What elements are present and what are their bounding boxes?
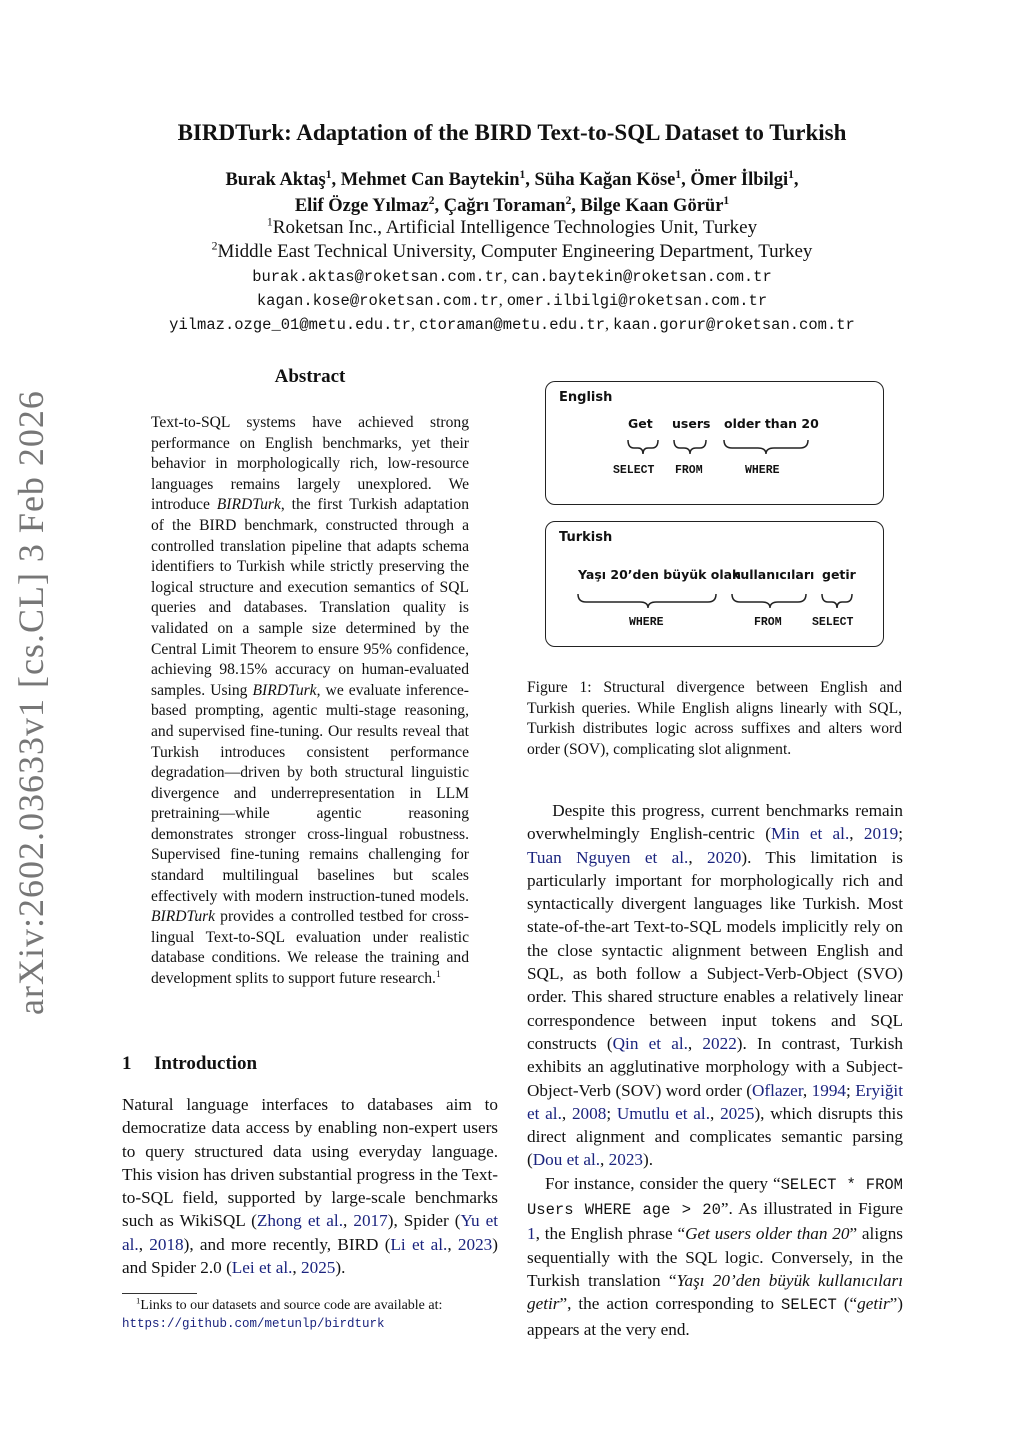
author-name: Çağrı Toraman bbox=[443, 196, 566, 216]
citation-link[interactable]: Lei et al. bbox=[231, 1258, 293, 1278]
brace bbox=[578, 594, 716, 608]
affiliation-mark: 1 bbox=[675, 168, 682, 181]
affiliation-mark: 1 bbox=[723, 194, 730, 207]
dataset-name: BIRDTurk bbox=[252, 681, 317, 699]
citation-link[interactable]: 1994 bbox=[811, 1080, 846, 1100]
figure-reference-link[interactable]: 1 bbox=[527, 1224, 536, 1244]
abstract-body bbox=[151, 413, 469, 990]
citation-link[interactable]: 2020 bbox=[706, 847, 742, 867]
footnote-mark: 1 bbox=[136, 1295, 141, 1306]
text: ; bbox=[846, 1080, 856, 1100]
affiliation-text: Middle East Technical University, Computer Engineering Department, Turkey bbox=[217, 241, 813, 262]
affiliation-mark: 2 bbox=[428, 194, 435, 207]
email[interactable]: ctoraman@metu.edu.tr bbox=[418, 316, 606, 334]
citation-link[interactable]: 2017 bbox=[353, 1211, 388, 1231]
repository-link[interactable]: https://github.com/metunlp/birdturk bbox=[122, 1317, 385, 1331]
footnote-text: Links to our datasets and source code are available at: bbox=[140, 1298, 443, 1313]
email[interactable]: kagan.kose@roketsan.com.tr bbox=[256, 292, 499, 310]
english-word: older than 20 bbox=[724, 416, 819, 431]
affiliation-mark: 1 bbox=[325, 168, 332, 181]
panel-label: English bbox=[559, 390, 613, 405]
citation-link[interactable]: Qin et al. bbox=[612, 1033, 688, 1053]
citation-link[interactable]: 2023 bbox=[457, 1234, 493, 1254]
sql-code: SELECT bbox=[781, 1296, 837, 1315]
brace bbox=[628, 440, 658, 454]
text: ”, the action corresponding to bbox=[559, 1294, 782, 1314]
text: provides a controlled testbed for cross-lingual Text-to-SQL evaluation under realistic database conditions. We release the training and development splits to support future research. bbox=[151, 908, 469, 988]
footnote-rule bbox=[122, 1293, 197, 1294]
example-phrase: Yaşı 20’den büyük kullanıcıları getir bbox=[527, 1270, 903, 1314]
citation-link[interactable]: 2019 bbox=[863, 824, 899, 844]
citation-link[interactable]: Oflazer bbox=[752, 1080, 803, 1100]
figure-english-panel bbox=[545, 381, 884, 505]
text: ). bbox=[643, 1150, 654, 1170]
separator: , bbox=[605, 316, 614, 333]
turkish-word: kullanıcıları bbox=[732, 567, 815, 582]
brace bbox=[732, 594, 806, 608]
author-list: Burak Aktaş$^1$, Mehmet Can Baytekin$^1$, Süha Kağan Köse$^1$, Ömer İlbilgi$^1$, Elif Özge Yılmaz$^2$, Çağrı Toraman$^2$, Bilge Kaan Görür$^1$ bbox=[225, 168, 799, 216]
author-name: Bilge Kaan Görür bbox=[580, 196, 724, 216]
author-name: Elif Özge Yılmaz bbox=[294, 196, 429, 216]
footnote-mark[interactable]: 1 bbox=[435, 968, 441, 980]
panel-label: Turkish bbox=[559, 530, 613, 545]
text: ), which disrupts this direct alignment and complicates semantic parsing ( bbox=[527, 1103, 904, 1170]
text: , the first Turkish adaptation of the BIRD benchmark, constructed through a controlled translation pipeline that adapts schema identifiers to Turkish while strictly preserving the logical structure and execution semantics of SQL queries and databases. Translation quality is validated on a sample size determined by the Central Limit Theorem to ensure 95% confidence, achieving 98.15% accuracy on human-evaluated samples. Using bbox=[151, 496, 469, 699]
paper-title: BIRDTurk: Adaptation of the BIRD Text-to-SQL Dataset to Turkish bbox=[177, 120, 847, 145]
alignment-braces bbox=[576, 592, 856, 614]
text: ” aligns sequentially with the SQL logic. Conversely, in the Turkish translation “ bbox=[527, 1224, 903, 1290]
email[interactable]: can.baytekin@roketsan.com.tr bbox=[511, 268, 772, 286]
author-name: Süha Kağan Köse bbox=[534, 170, 676, 190]
intro-paragraph: Natural language interfaces to databases aim to democratize data access by enabling non-expert users to query structured data using everyday language. This vision has driven substantial progress in the Text-to-SQL field, supported by large-scale benchmarks such as WikiSQL (Zhong et al., 2017), Spider (Yu et al., 2018), and more recently, BIRD (Li et al., 2023) and Spider 2.0 (Lei et al., 2025). bbox=[122, 1095, 499, 1278]
text: ). bbox=[335, 1258, 346, 1278]
citation-link[interactable]: Dou et al. bbox=[532, 1150, 601, 1170]
citation-link[interactable]: Yu et al. bbox=[122, 1211, 499, 1254]
figure-caption: Figure 1: Structural divergence between English and Turkish queries. While English aligns linearly with SQL, Turkish distributes logic across suffixes and alters word order (SOV), complicating slot alignment. bbox=[527, 679, 902, 758]
text: Natural language interfaces to databases aim to democratize data access by enabling non-expert users to query structured data using everyday language. This vision has driven substantial progress in the Text-to-SQL field, supported by large-scale benchmarks such as WikiSQL ( bbox=[122, 1095, 498, 1231]
affiliation-mark: 2 bbox=[565, 194, 572, 207]
text: ). In contrast, Turkish exhibits an agglutinative morphology with a Subject-Object-Verb (SOV) word order ( bbox=[527, 1033, 903, 1100]
citation-link[interactable]: 2008 bbox=[571, 1103, 607, 1123]
text: ; bbox=[898, 824, 903, 844]
text: Despite this progress, current benchmarks remain overwhelmingly English-centric ( bbox=[527, 801, 903, 844]
dataset-name: BIRDTurk bbox=[151, 908, 216, 926]
citation-link[interactable]: 2018 bbox=[149, 1234, 184, 1254]
separator: , bbox=[410, 316, 419, 333]
email-list bbox=[20, 265, 1004, 337]
citation-link[interactable]: 2022 bbox=[702, 1033, 737, 1053]
english-word: Get bbox=[628, 416, 653, 431]
figure-turkish-panel bbox=[545, 521, 884, 647]
right-column-text bbox=[527, 799, 903, 1341]
citation-link[interactable]: Eryiğit et al. bbox=[527, 1080, 903, 1123]
citation-link[interactable]: 2025 bbox=[720, 1103, 755, 1123]
example-phrase: getir bbox=[857, 1294, 890, 1314]
sql-keyword: FROM bbox=[675, 464, 703, 477]
brace bbox=[724, 440, 808, 454]
abstract-heading: Abstract bbox=[274, 366, 346, 387]
sql-keyword: SELECT bbox=[812, 616, 854, 629]
text: Text-to-SQL systems have achieved strong performance on English benchmarks, yet their behavior in morphologically rich, low-resource languages remains largely unexplored. We introduce bbox=[151, 414, 469, 514]
citation-link[interactable]: Min et al. bbox=[770, 824, 850, 844]
email[interactable]: omer.ilbilgi@roketsan.com.tr bbox=[506, 292, 768, 310]
sql-keyword: WHERE bbox=[745, 464, 780, 477]
section-title: Introduction bbox=[154, 1053, 258, 1074]
brace bbox=[822, 594, 852, 608]
email[interactable]: yilmaz.ozge_01@metu.edu.tr bbox=[169, 316, 411, 334]
author-name: Mehmet Can Baytekin bbox=[340, 170, 520, 190]
affiliation-mark: 1 bbox=[788, 168, 794, 181]
text: , the English phrase “ bbox=[535, 1224, 686, 1244]
citation-link[interactable]: Umutlu et al. bbox=[616, 1103, 711, 1123]
sql-keyword: WHERE bbox=[629, 616, 664, 629]
affiliation-mark: 1 bbox=[519, 168, 526, 181]
text: For instance, consider the query “ bbox=[545, 1173, 781, 1193]
affiliation-mark: 1 bbox=[266, 215, 273, 229]
author-name: Burak Aktaş bbox=[225, 170, 326, 190]
separator: , bbox=[498, 292, 507, 309]
example-phrase: Get users older than 20 bbox=[685, 1224, 850, 1244]
sql-keyword: SELECT bbox=[613, 464, 655, 477]
sql-code: SELECT * FROM Users WHERE age > 20 bbox=[527, 1175, 903, 1220]
text: ) and Spider 2.0 ( bbox=[122, 1234, 498, 1278]
text: ”) appears at the very end. bbox=[527, 1294, 903, 1339]
text: (“ bbox=[836, 1294, 858, 1314]
section-number: 1 bbox=[122, 1053, 132, 1074]
arxiv-identifier: arXiv:2602.03633v1 [cs.CL] 3 Feb 2026 bbox=[11, 390, 51, 1015]
section-heading-introduction bbox=[122, 1053, 257, 1075]
text: ), Spider ( bbox=[387, 1211, 461, 1231]
affiliations bbox=[40, 216, 984, 264]
footnote bbox=[122, 1297, 500, 1333]
turkish-word: getir bbox=[822, 567, 856, 582]
text: ; bbox=[606, 1103, 617, 1123]
citation-link[interactable]: 2025 bbox=[301, 1258, 336, 1278]
email[interactable]: burak.aktas@roketsan.com.tr bbox=[252, 268, 504, 286]
alignment-braces bbox=[626, 438, 810, 460]
text: , we evaluate inference-based prompting, agentic multi-stage reasoning, and supervised fine-tuning. Our results reveal that Turkish introduces consistent performance degradation—driven by both structural linguistic divergence and underrepresentation in LLM pretraining—while agentic reasoning demonstrates stronger cross-lingual robustness. Supervised fine-tuning remains challenging for standard multilingual baselines but scales effectively with modern instruction-tuned models. bbox=[151, 681, 469, 905]
separator: , bbox=[503, 268, 512, 285]
email[interactable]: kaan.gorur@roketsan.com.tr bbox=[613, 316, 855, 334]
author-name: Ömer İlbilgi bbox=[690, 170, 789, 190]
body-paragraph bbox=[527, 1172, 903, 1341]
affiliation-mark: 2 bbox=[211, 239, 218, 253]
text: ”. As illustrated in Figure bbox=[720, 1199, 903, 1219]
sql-keyword: FROM bbox=[754, 616, 782, 629]
affiliation-line bbox=[40, 240, 984, 264]
text: ), and more recently, BIRD ( bbox=[183, 1234, 391, 1254]
citation-link[interactable]: Li et al. bbox=[390, 1234, 448, 1254]
text: ). This limitation is particularly important for morphologically rich and syntactically divergent languages like Turkish. Most state-of-the-art Text-to-SQL models implicitly rely on the close syntactic alignment between English and SQL, as both follow a Subject-Verb-Object (SVO) order. This shared structure enables a relatively linear correspondence between input tokens and SQL constructs ( bbox=[527, 847, 903, 1053]
turkish-word: Yaşı 20’den büyük olan bbox=[578, 567, 742, 582]
brace bbox=[674, 440, 706, 454]
affiliation-line bbox=[40, 216, 984, 240]
english-word: users bbox=[672, 416, 711, 431]
citation-link[interactable]: 2023 bbox=[608, 1150, 644, 1170]
citation-link[interactable]: Zhong et al. bbox=[256, 1211, 343, 1231]
body-paragraph: Despite this progress, current benchmarks remain overwhelmingly English-centric (Min et al., 2019; Tuan Nguyen et al., 2020). This limitation is particularly important for morphologically rich and syntactically divergent languages like Turkish. Most state-of-the-art Text-to-SQL models implicitly rely on the close syntactic alignment between English and SQL, as both follow a Subject-Verb-Object (SVO) order. This shared structure enables a relatively linear correspondence between input tokens and SQL constructs (Qin et al., 2022). In contrast, Turkish exhibits an agglutinative morphology with a Subject-Object-Verb (SOV) word order (Oflazer, 1994; Eryiğit et al., 2008; Umutlu et al., 2025), which disrupts this direct alignment and complicates semantic parsing (Dou et al., 2023). bbox=[527, 801, 904, 1170]
dataset-name: BIRDTurk bbox=[216, 496, 281, 514]
affiliation-text: Roketsan Inc., Artificial Intelligence Technologies Unit, Turkey bbox=[272, 217, 758, 238]
citation-link[interactable]: Tuan Nguyen et al. bbox=[527, 847, 689, 867]
